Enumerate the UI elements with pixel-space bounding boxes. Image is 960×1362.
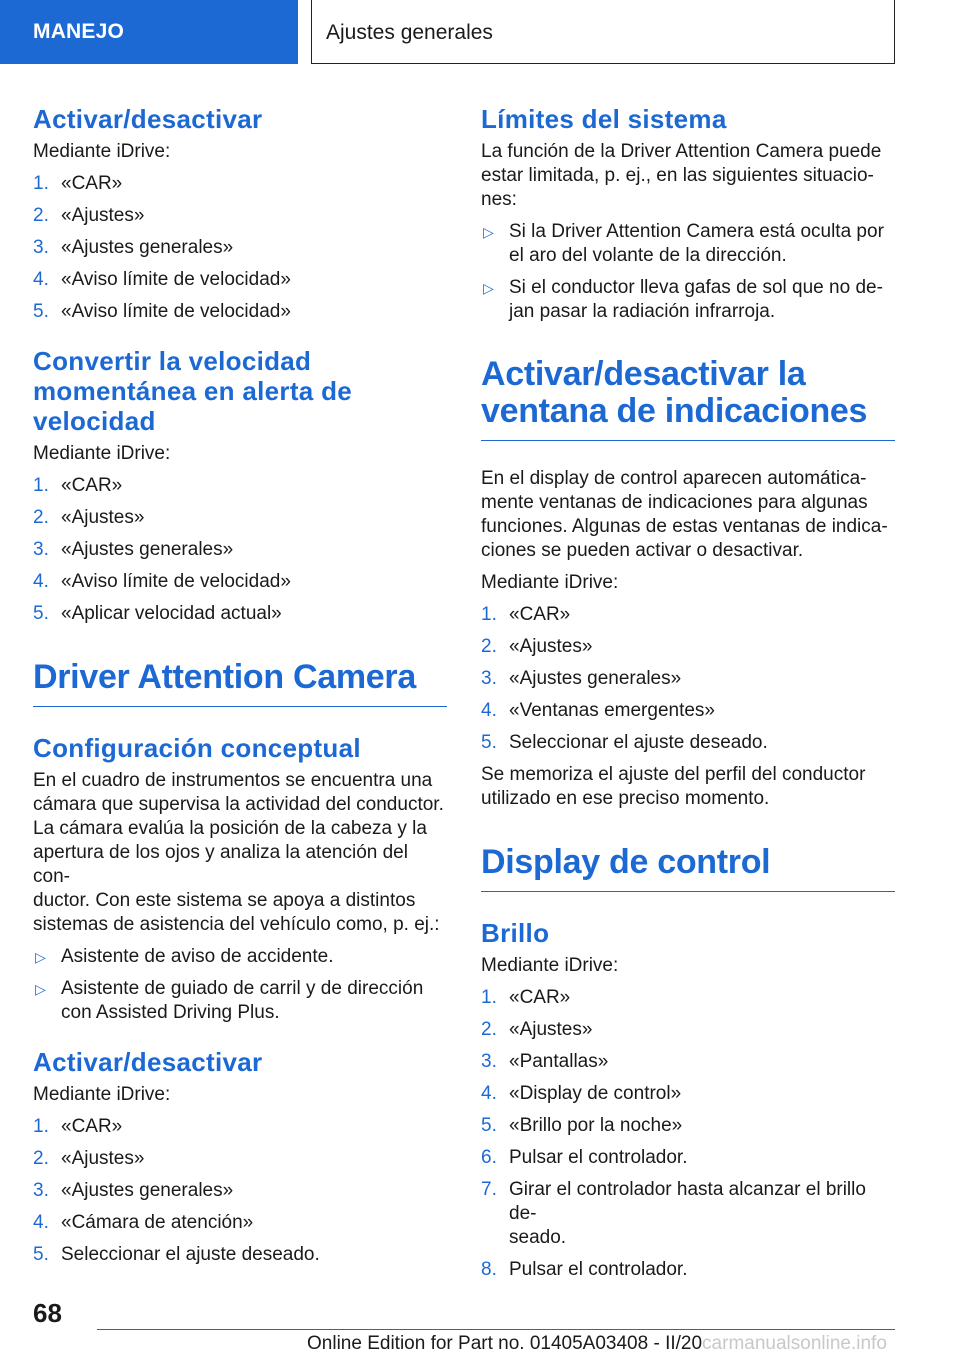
left-column (33, 104, 447, 1275)
list-item: ▷ Asistente de guiado de carril y de dirección con Assisted Driving Plus. (35, 978, 424, 1023)
list-item: ▷ Si el conductor lleva gafas de sol que no de- jan pasar la radiación infrarroja. (483, 277, 883, 322)
right-column (481, 104, 895, 1290)
list-item: 6. Pulsar el controlador. (481, 1147, 688, 1168)
list-item: 4. «Aviso límite de velocidad» (33, 571, 291, 592)
body-paragraph: Se memoriza el ajuste del perfil del conductor utilizado en ese preciso momento. (481, 764, 866, 809)
list-item: 1. «CAR» (481, 987, 571, 1008)
page-number: 68 (33, 1298, 62, 1328)
steps-list (33, 1115, 447, 1267)
list-item: ▷ Si la Driver Attention Camera está oculta por el aro del volante de la dirección. (483, 221, 884, 266)
list-item: 4. «Aviso límite de velocidad» (33, 269, 291, 290)
list-item: 8. Pulsar el controlador. (481, 1259, 688, 1280)
list-item: 1. «CAR» (481, 604, 571, 625)
list-item: 1. «CAR» (33, 173, 123, 194)
list-item: 1. «CAR» (33, 1116, 123, 1137)
list-item: 5. «Aplicar velocidad actual» (33, 603, 282, 624)
section-tab: MANEJO (0, 0, 298, 64)
intro-text: Mediante iDrive: (33, 443, 171, 464)
body-paragraph: En el cuadro de instrumentos se encuentra una cámara que supervisa la actividad del conductor. La cámara evalúa la posición de la cabeza y la apertura de los ojos y analiza la atención del con- ductor. Con este sistema se apoya a distintos sistemas de asistencia del vehículo como, p. ej.: (33, 770, 444, 935)
list-item: 2. «Ajustes» (33, 205, 145, 226)
heading-activar-desactivar: Activar/desactivar (33, 1047, 263, 1077)
steps-list (33, 172, 447, 324)
triangle-right-outline-icon: ▷ (483, 280, 494, 296)
list-item: 3. «Pantallas» (481, 1051, 609, 1072)
list-item: 3. «Ajustes generales» (33, 1180, 234, 1201)
steps-list (481, 986, 895, 1282)
chapter-title-driver-attention-camera: Driver Attention Camera (33, 658, 447, 707)
list-item: 2. «Ajustes» (481, 636, 593, 657)
intro-text: Mediante iDrive: (33, 1084, 171, 1105)
list-item: 2. «Ajustes» (33, 1148, 145, 1169)
steps-list (481, 603, 895, 755)
list-item: 1. «CAR» (33, 475, 123, 496)
triangle-right-outline-icon: ▷ (35, 981, 46, 997)
list-item: 4. «Ventanas emergentes» (481, 700, 715, 721)
intro-text: Mediante iDrive: (33, 141, 171, 162)
list-item: 5. «Brillo por la noche» (481, 1115, 683, 1136)
steps-list (33, 474, 447, 626)
list-item: 5. «Aviso límite de velocidad» (33, 301, 291, 322)
list-item: 4. «Cámara de atención» (33, 1212, 254, 1233)
bullet-list (33, 945, 447, 1025)
footer-edition: Online Edition for Part no. 01405A03408 - II/20carmanualsonline.info (307, 1333, 887, 1354)
intro-text: Mediante iDrive: (481, 572, 619, 593)
chapter-header: Ajustes generales (311, 0, 895, 64)
heading-brillo: Brillo (481, 918, 550, 948)
list-item: 2. «Ajustes» (33, 507, 145, 528)
list-item: 3. «Ajustes generales» (481, 668, 682, 689)
list-item: 3. «Ajustes generales» (33, 237, 234, 258)
list-item: 2. «Ajustes» (481, 1019, 593, 1040)
chapter-title-display-control: Display de control (481, 843, 895, 892)
list-item: 7. Girar el controlador hasta alcanzar el brillo de- seado. (481, 1179, 866, 1248)
triangle-right-outline-icon: ▷ (35, 949, 46, 965)
heading-limites-sistema: Límites del sistema (481, 104, 727, 134)
heading-convertir-velocidad: Convertir la velocidad momentánea en alerta de velocidad (33, 346, 353, 436)
footer-divider (97, 1329, 895, 1330)
list-item: 4. «Display de control» (481, 1083, 682, 1104)
list-item: 5. Seleccionar el ajuste deseado. (33, 1244, 320, 1265)
body-paragraph: La función de la Driver Attention Camera puede estar limitada, p. ej., en las siguientes situacio- nes: (481, 141, 882, 210)
body-paragraph: En el display de control aparecen automática- mente ventanas de indicaciones para algunas funciones. Algunas de estas ventanas de indica- ciones se pueden activar o desactivar. (481, 468, 888, 561)
bullet-list (481, 220, 895, 324)
intro-text: Mediante iDrive: (481, 955, 619, 976)
triangle-right-outline-icon: ▷ (483, 224, 494, 240)
chapter-title-ventana-indicaciones: Activar/desactivar la ventana de indicaciones (481, 356, 895, 441)
list-item: ▷ Asistente de aviso de accidente. (35, 946, 334, 967)
heading-activar-desactivar: Activar/desactivar (33, 104, 263, 134)
list-item: 5. Seleccionar el ajuste deseado. (481, 732, 768, 753)
watermark: carmanualsonline.info (702, 1333, 887, 1354)
heading-configuracion-conceptual: Configuración conceptual (33, 733, 361, 763)
list-item: 3. «Ajustes generales» (33, 539, 234, 560)
